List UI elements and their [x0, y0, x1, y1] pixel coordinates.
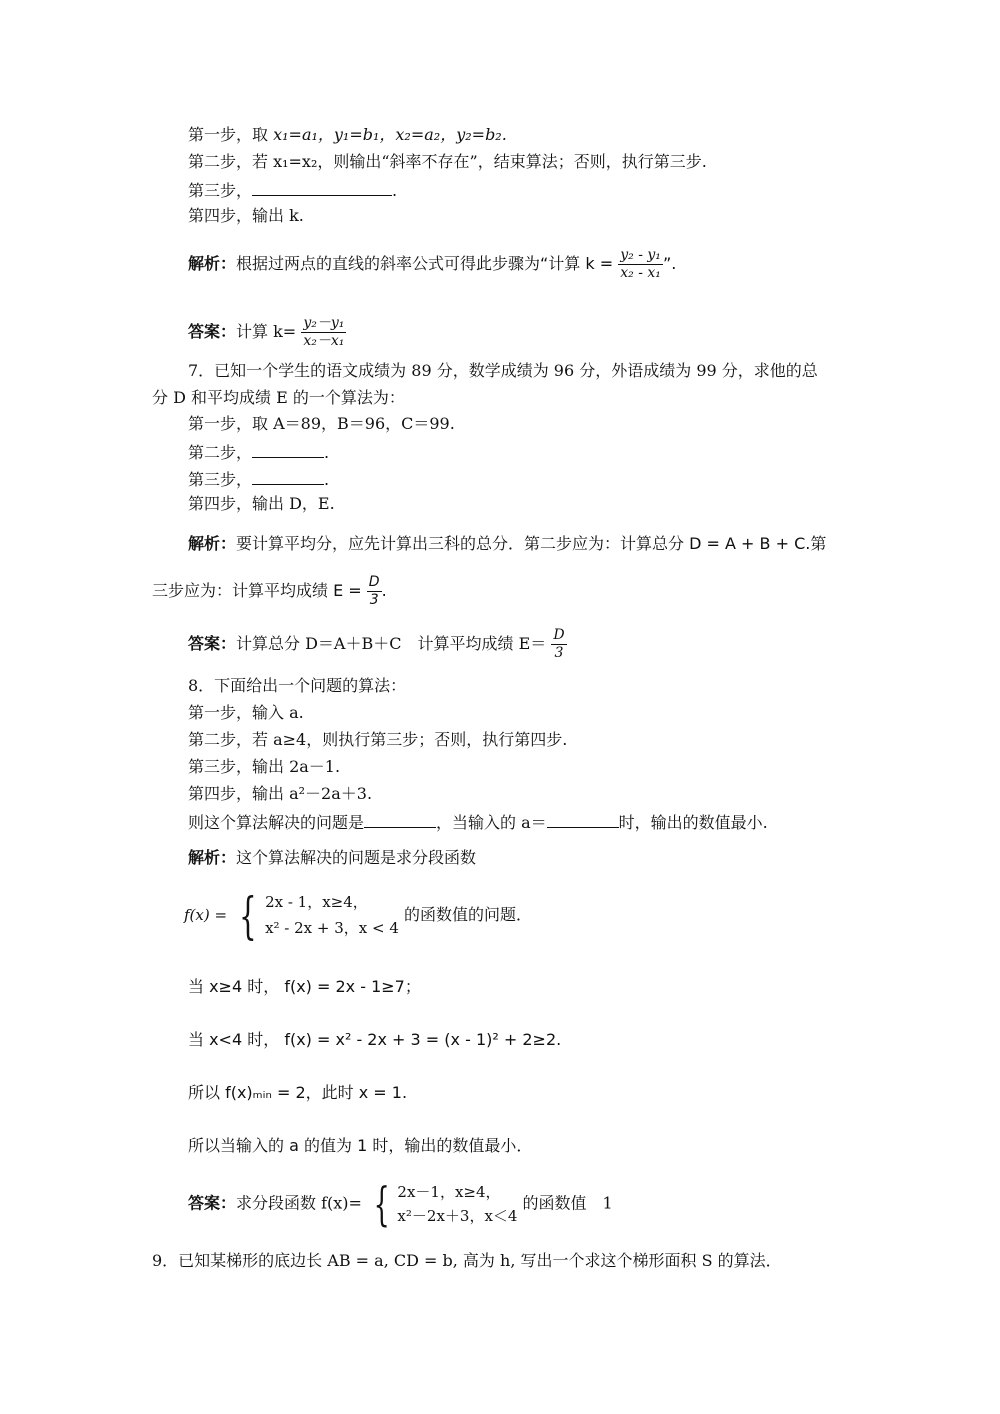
q7-text-line2: 分 D 和平均成绩 E 的一个算法为： — [152, 388, 405, 407]
q8-blank-problem[interactable] — [364, 811, 436, 828]
q7-step2: 第二步， . — [188, 443, 330, 462]
q7-analysis-line1: 解析：要计算平均分，应先计算出三科的总分．第二步应为：计算总分 D = A + B + C.第 — [188, 534, 827, 553]
q7-step4: 第四步，输出 D，E. — [188, 494, 335, 513]
q6-answer: 答案：计算 k= $\frac{\text{y₂－y₁}}{\text{x₂－x₁}}$ — [188, 315, 345, 349]
q6-analysis: 解析：根据过两点的直线的斜率公式可得此步骤为“计算 k = $\frac{\text{y₂ - y₁}}{\text{x₂ - x₁}}$ ”. — [188, 247, 677, 281]
q8-text-line1: 8．下面给出一个问题的算法： — [188, 676, 407, 695]
q8-step4: 第四步，输出 a²－2a＋3. — [188, 784, 373, 803]
q8-step2: 第二步，若 a≥4，则执行第三步；否则，执行第四步. — [188, 730, 568, 749]
q7-analysis-line2: 三步应为：计算平均成绩 E = $\frac{D}{3}$ . — [152, 574, 387, 608]
q6-step1: 第一步，取 x₁=a₁，y₁=b₁，x₂=a₂，y₂=b₂. — [188, 125, 507, 144]
q7-answer: 答案：计算总分 D＝A＋B＋C 计算平均成绩 E＝ $\frac{D}{3}$ — [188, 627, 565, 661]
q6-answer-fraction: $\frac{\text{y₂－y₁}}{\text{x₂－x₁}}$ — [303, 315, 345, 349]
answer-piecewise-brace: { 2x－1，x≥4， x²－2x＋3，x＜4 — [373, 1177, 518, 1231]
q6-analysis-fraction: $\frac{\text{y₂ - y₁}}{\text{x₂ - x₁}}$ — [620, 247, 661, 281]
q8-analysis-line1: 解析：这个算法解决的问题是求分段函数 — [188, 848, 477, 867]
q6-step3: 第三步， . — [188, 181, 398, 200]
q8-analysis-min: 所以 f(x)ₘᵢₙ = 2，此时 x = 1. — [188, 1083, 408, 1102]
q8-analysis-conclusion: 所以当输入的 a 的值为 1 时，输出的数值最小． — [188, 1136, 533, 1155]
q7-step1: 第一步，取 A＝89，B＝96，C＝99. — [188, 414, 455, 433]
q7-analysis-fraction: $\frac{D}{3}$ — [368, 574, 380, 608]
q6-step2: 第二步，若 x₁=x₂，则输出“斜率不存在”，结束算法；否则，执行第三步. — [188, 152, 707, 171]
q8-analysis-case-ge4: 当 x≥4 时， f(x) = 2x - 1≥7； — [188, 977, 421, 996]
q8-step3: 第三步，输出 2a－1. — [188, 757, 341, 776]
q8-answer: 答案：求分段函数 f(x)= { 2x－1，x≥4， x²－2x＋3，x＜4 的函数值 1 — [188, 1177, 613, 1231]
q6-step3-blank[interactable] — [252, 179, 392, 196]
q8-piecewise-function: f(x) = { 2x - 1，x≥4， x² - 2x + 3，x < 4 的函数值的问题． — [184, 886, 533, 945]
q8-step1: 第一步，输入 a. — [188, 703, 304, 722]
q9-text: 9．已知某梯形的底边长 AB = a, CD = b, 高为 h, 写出一个求这个梯形面积 S 的算法． — [152, 1251, 782, 1270]
q7-text-line1: 7．已知一个学生的语文成绩为 89 分，数学成绩为 96 分，外语成绩为 99 分，求他的总 — [188, 361, 818, 380]
q7-step2-blank[interactable] — [252, 441, 324, 458]
q8-analysis-case-lt4: 当 x<4 时， f(x) = x² - 2x + 3 = (x - 1)² + 2≥2. — [188, 1030, 562, 1049]
q7-step3-blank[interactable] — [252, 468, 324, 485]
q8-question: 则这个算法解决的问题是 ，当输入的 a＝ 时，输出的数值最小. — [188, 813, 768, 832]
q6-step4: 第四步，输出 k. — [188, 206, 304, 225]
piecewise-brace: { 2x - 1，x≥4， x² - 2x + 3，x < 4 — [239, 886, 399, 945]
q7-answer-fraction: $\frac{D}{3}$ — [553, 627, 565, 661]
q7-step3: 第三步， . — [188, 470, 330, 489]
q8-blank-value[interactable] — [547, 811, 619, 828]
